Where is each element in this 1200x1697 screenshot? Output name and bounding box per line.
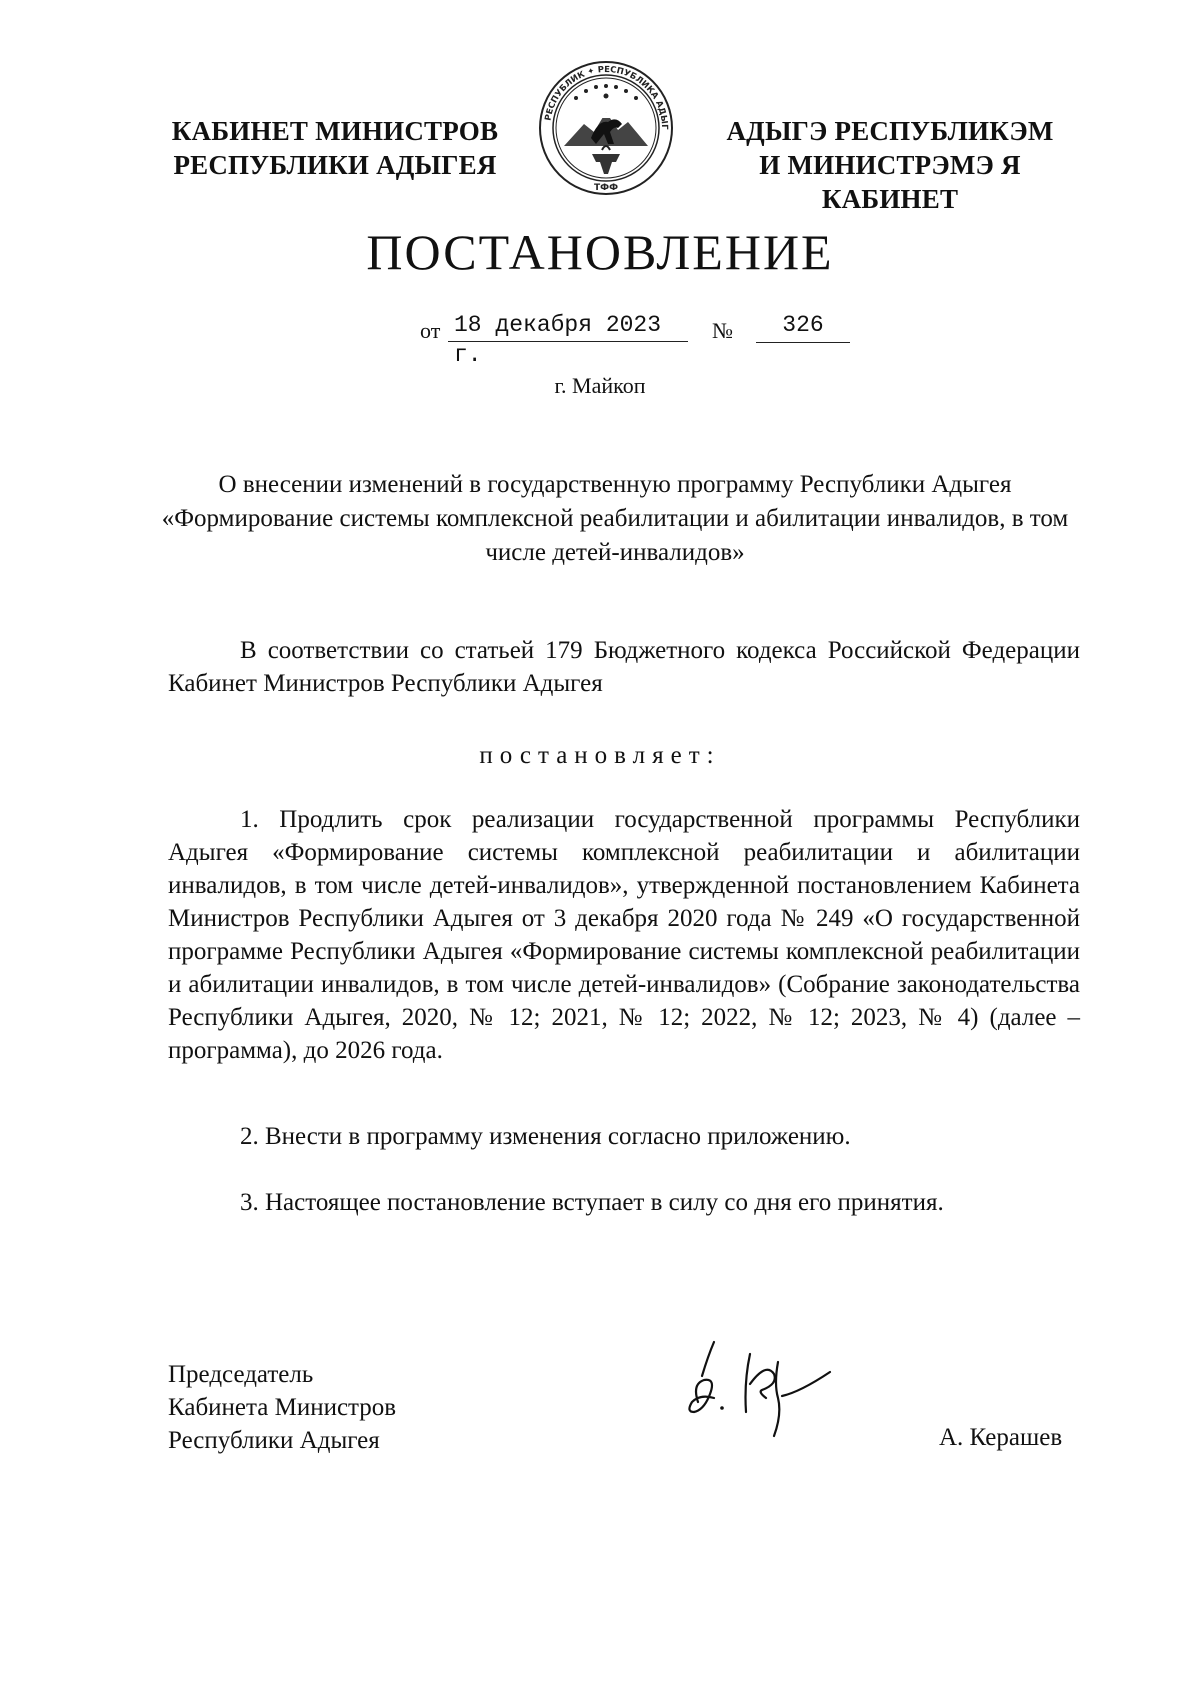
item-1-paragraph — [168, 803, 1080, 1067]
number-prefix: № — [712, 318, 733, 343]
preamble-paragraph — [168, 634, 1080, 700]
issuer-name-adyghe — [690, 114, 1090, 216]
item-3-paragraph — [168, 1186, 1080, 1219]
handwritten-signature — [674, 1332, 844, 1442]
issuer-line-1: КАБИНЕТ МИНИСТРОВ — [171, 116, 499, 146]
date-field: 18 декабря 2023 г. — [448, 310, 688, 342]
item-1-text: 1. Продлить срок реализации государственной программы Республики Адыгея «Формирование системы комплексной реабилитации и абилитации инвалидов, в том числе детей-инвалидов», утвержденной постановлением Кабинета Министров Республики Адыгея от 3 декабря 2020 года № 249 «О государственной программе Республики Адыгея «Формирование системы комплексной реабилитации и абилитации инвалидов, в том числе детей-инвалидов» (Собрание законодательства Республики Адыгея, 2020, № 12; 2021, № 12; 2022, № 12; 2023, № 4) (далее – программа), до 2026 года. — [168, 806, 1080, 1064]
signer-name: А. Керашев — [939, 1424, 1063, 1451]
item-2-paragraph — [168, 1120, 1080, 1153]
document-title: ПОСТАНОВЛЕНИЕ — [366, 224, 834, 280]
signer-title-line-1: Председатель — [168, 1361, 314, 1388]
issuer-name-russian — [160, 114, 510, 182]
number-field: 326 — [756, 310, 850, 343]
city-line: г. Майкоп — [554, 373, 646, 398]
svg-text:РЕСПУБЛИК ✦ РЕСПУБЛИКА АДЫГЕЯ: РЕСПУБЛИК ✦ РЕСПУБЛИКА АДЫГ — [543, 64, 670, 130]
coat-of-arms-emblem — [536, 58, 676, 198]
signer-title-line-2: Кабинета Министров — [168, 1394, 397, 1421]
item-2-text: 2. Внести в программу изменения согласно приложению. — [240, 1123, 851, 1150]
signer-title — [168, 1358, 396, 1457]
decree-word: постановляет: — [479, 742, 721, 769]
document-subject: О внесении изменений в государственную программу Республики Адыгея «Формирование системы комплексной реабилитации и абилитации инвалидов, в том числе детей-инвалидов» — [161, 471, 1069, 566]
svg-text:ТФФ: ТФФ — [594, 183, 618, 193]
preamble-text: В соответствии со статьей 179 Бюджетного кодекса Российской Федерации Кабинет Министров Республики Адыгея — [168, 637, 1080, 697]
issuer-adyghe-line-2: И МИНИСТРЭМЭ Я КАБИНЕТ — [759, 150, 1021, 214]
item-3-text: 3. Настоящее постановление вступает в силу со дня его принятия. — [240, 1189, 944, 1216]
issuer-line-2: РЕСПУБЛИКИ АДЫГЕЯ — [173, 150, 497, 180]
signer-title-line-3: Республики Адыгея — [168, 1427, 380, 1454]
date-prefix: от — [420, 318, 441, 343]
issuer-adyghe-line-1: АДЫГЭ РЕСПУБЛИКЭМ — [726, 116, 1054, 146]
